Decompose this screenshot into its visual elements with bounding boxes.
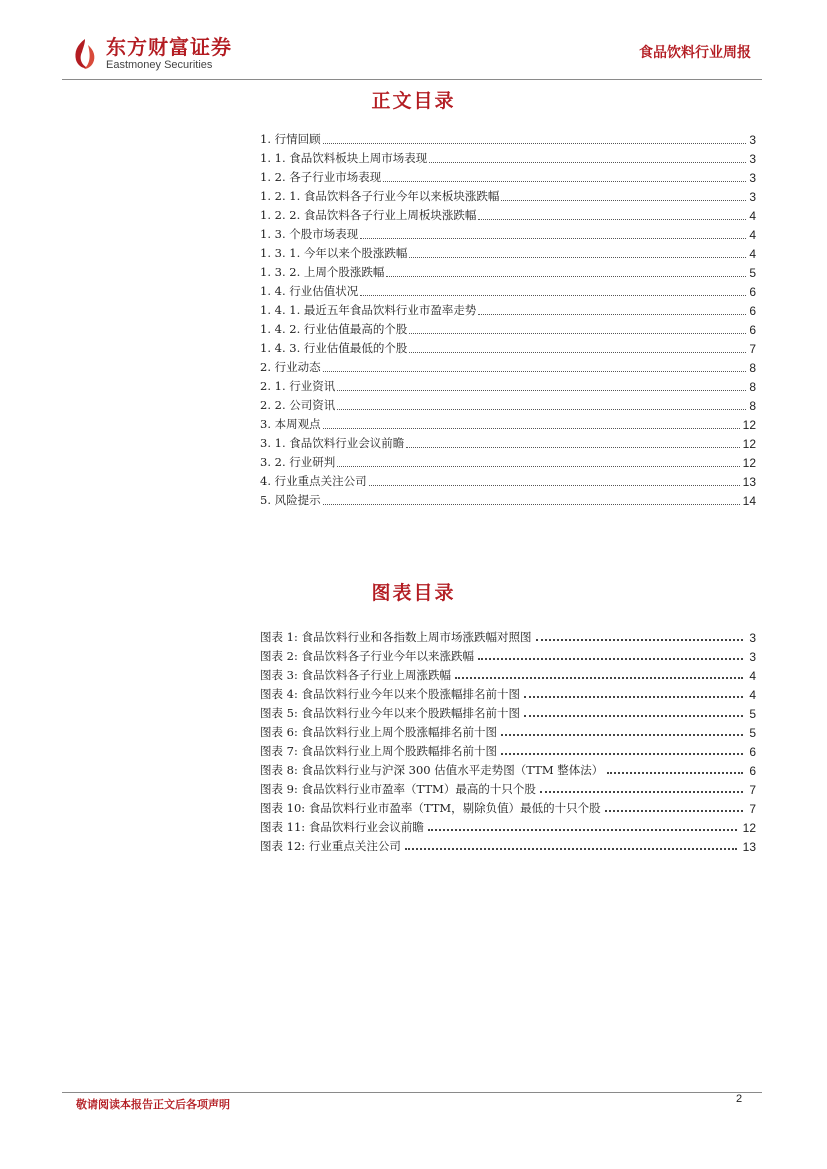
toc-entry-page: 7: [749, 342, 756, 356]
dot-leader: [501, 753, 743, 755]
toc-entry-page: 12: [742, 437, 756, 451]
toc-entry-label: 1. 3. 个股市场表现: [260, 227, 359, 241]
figure-entry-page: 7: [749, 802, 756, 816]
toc-entry[interactable]: [260, 299, 756, 318]
toc-entry-page: 3: [749, 133, 756, 147]
dot-leader: [524, 696, 743, 698]
dot-leader: [323, 504, 740, 505]
toc-entry[interactable]: [260, 470, 756, 489]
toc-entry-page: 13: [742, 475, 756, 489]
dot-leader: [478, 314, 746, 315]
figure-entry-page: 5: [749, 726, 756, 740]
toc-entry-label: 5. 风险提示: [260, 493, 321, 507]
dot-leader: [524, 715, 743, 717]
toc-entry-label: 1. 3. 1. 今年以来个股涨跌幅: [260, 246, 408, 260]
toc-entry[interactable]: [260, 413, 756, 432]
toc-entry[interactable]: [260, 318, 756, 337]
figure-entry[interactable]: [260, 778, 756, 797]
toc-entry-label: 1. 2. 各子行业市场表现: [260, 170, 382, 184]
toc-entry-page: 6: [749, 304, 756, 318]
dot-leader: [383, 181, 746, 182]
dot-leader: [409, 352, 746, 353]
report-type-label: 食品饮料行业周报: [639, 45, 751, 61]
dot-leader: [540, 791, 743, 793]
dot-leader: [429, 162, 746, 163]
figure-entry-page: 13: [742, 840, 756, 854]
table-of-contents: [260, 128, 756, 508]
logo-text-cn: 东方财富证券: [106, 35, 232, 59]
toc-entry[interactable]: [260, 489, 756, 508]
toc-entry-page: 4: [749, 247, 756, 261]
dot-leader: [605, 810, 744, 812]
dot-leader: [323, 143, 747, 144]
page-header: [0, 0, 827, 90]
figure-entry-page: 5: [749, 707, 756, 721]
dot-leader: [455, 677, 743, 679]
contents-title: 正文目录: [371, 90, 456, 112]
figure-entry-page: 6: [749, 745, 756, 759]
figure-entry-label: 图表 11: 食品饮料行业会议前瞻: [260, 820, 424, 834]
dot-leader: [409, 257, 746, 258]
dot-leader: [337, 466, 739, 467]
toc-entry-label: 1. 1. 食品饮料板块上周市场表现: [260, 151, 428, 165]
dot-leader: [501, 734, 743, 736]
dot-leader: [323, 428, 740, 429]
header-divider: [62, 79, 762, 80]
figure-entry-page: 3: [749, 650, 756, 664]
toc-entry-label: 3. 1. 食品饮料行业会议前瞻: [260, 436, 405, 450]
dot-leader: [428, 829, 737, 831]
toc-entry-page: 3: [749, 171, 756, 185]
figure-entry-label: 图表 6: 食品饮料行业上周个股涨幅排名前十图: [260, 725, 497, 739]
toc-entry-label: 1. 2. 1. 食品饮料各子行业今年以来板块涨跌幅: [260, 189, 500, 203]
toc-entry[interactable]: [260, 204, 756, 223]
dot-leader: [478, 219, 746, 220]
figures-title: 图表目录: [371, 582, 456, 604]
figure-entry-label: 图表 7: 食品饮料行业上周个股跌幅排名前十图: [260, 744, 497, 758]
figure-entry[interactable]: [260, 664, 756, 683]
toc-entry-page: 6: [749, 285, 756, 299]
toc-entry-page: 12: [742, 418, 756, 432]
toc-entry-label: 1. 2. 2. 食品饮料各子行业上周板块涨跌幅: [260, 208, 477, 222]
toc-entry-label: 1. 4. 3. 行业估值最低的个股: [260, 341, 408, 355]
page-number: 2: [736, 1093, 743, 1105]
figure-entry[interactable]: [260, 759, 756, 778]
toc-entry-label: 1. 4. 2. 行业估值最高的个股: [260, 322, 408, 336]
dot-leader: [409, 333, 746, 334]
toc-entry-label: 3. 本周观点: [260, 417, 321, 431]
toc-entry[interactable]: [260, 337, 756, 356]
dot-leader: [369, 485, 740, 486]
toc-entry-page: 12: [742, 456, 756, 470]
toc-entry[interactable]: [260, 242, 756, 261]
company-logo: [70, 36, 232, 72]
figure-entry-page: 4: [749, 669, 756, 683]
toc-entry[interactable]: [260, 375, 756, 394]
toc-entry-page: 8: [749, 361, 756, 375]
toc-entry-page: 14: [742, 494, 756, 508]
figure-entry-label: 图表 9: 食品饮料行业市盈率（TTM）最高的十只个股: [260, 782, 536, 796]
toc-entry-page: 4: [749, 228, 756, 242]
toc-entry[interactable]: [260, 185, 756, 204]
dot-leader: [536, 639, 744, 641]
toc-entry-page: 8: [749, 380, 756, 394]
toc-entry-page: 3: [749, 190, 756, 204]
figure-entry-label: 图表 4: 食品饮料行业今年以来个股涨幅排名前十图: [260, 687, 520, 701]
toc-entry-page: 3: [749, 152, 756, 166]
logo-mark-icon: [70, 37, 100, 71]
toc-entry[interactable]: [260, 356, 756, 375]
dot-leader: [323, 371, 747, 372]
figure-entry[interactable]: [260, 702, 756, 721]
toc-entry-page: 4: [749, 209, 756, 223]
toc-entry-page: 5: [749, 266, 756, 280]
toc-entry-label: 2. 行业动态: [260, 360, 321, 374]
toc-entry-label: 3. 2. 行业研判: [260, 455, 336, 469]
toc-entry-label: 1. 4. 行业估值状况: [260, 284, 359, 298]
figure-entry-label: 图表 8: 食品饮料行业与沪深 300 估值水平走势图（TTM 整体法）: [260, 763, 604, 777]
dot-leader: [360, 238, 746, 239]
figure-entry[interactable]: [260, 626, 756, 645]
dot-leader: [405, 848, 737, 850]
figure-entry[interactable]: [260, 645, 756, 664]
toc-entry[interactable]: [260, 432, 756, 451]
dot-leader: [607, 772, 743, 774]
dot-leader: [337, 390, 746, 391]
figure-entry[interactable]: [260, 797, 756, 816]
toc-entry[interactable]: [260, 280, 756, 299]
figure-entry[interactable]: [260, 740, 756, 759]
toc-entry[interactable]: [260, 223, 756, 242]
figure-entry-page: 3: [749, 631, 756, 645]
figure-entry-label: 图表 12: 行业重点关注公司: [260, 839, 401, 853]
figure-entry-page: 4: [749, 688, 756, 702]
figure-entry-label: 图表 5: 食品饮料行业今年以来个股跌幅排名前十图: [260, 706, 520, 720]
dot-leader: [478, 658, 743, 660]
toc-entry-label: 1. 3. 2. 上周个股涨跌幅: [260, 265, 385, 279]
disclaimer-note: 敬请阅读本报告正文后各项声明: [76, 1098, 230, 1111]
toc-entry[interactable]: [260, 451, 756, 470]
figure-entry-page: 12: [742, 821, 756, 835]
toc-entry[interactable]: [260, 166, 756, 185]
dot-leader: [360, 295, 746, 296]
toc-entry-label: 1. 行情回顾: [260, 132, 321, 146]
dot-leader: [337, 409, 746, 410]
toc-entry-label: 2. 1. 行业资讯: [260, 379, 336, 393]
figure-entry-page: 6: [749, 764, 756, 778]
dot-leader: [386, 276, 746, 277]
figure-entry[interactable]: [260, 721, 756, 740]
toc-entry[interactable]: [260, 394, 756, 413]
dot-leader: [406, 447, 739, 448]
figure-entry[interactable]: [260, 816, 756, 835]
toc-entry[interactable]: [260, 128, 756, 147]
toc-entry-page: 8: [749, 399, 756, 413]
logo-text-en: Eastmoney Securities: [106, 59, 213, 71]
toc-entry-label: 1. 4. 1. 最近五年食品饮料行业市盈率走势: [260, 303, 477, 317]
figure-entry-label: 图表 1: 食品饮料行业和各指数上周市场涨跌幅对照图: [260, 630, 532, 644]
toc-entry-label: 2. 2. 公司资讯: [260, 398, 336, 412]
figure-entry[interactable]: [260, 835, 756, 854]
toc-entry-label: 4. 行业重点关注公司: [260, 474, 367, 488]
figure-entry[interactable]: [260, 683, 756, 702]
toc-entry-page: 6: [749, 323, 756, 337]
figure-entry-page: 7: [749, 783, 756, 797]
figure-entry-label: 图表 2: 食品饮料各子行业今年以来涨跌幅: [260, 649, 475, 663]
toc-entry[interactable]: [260, 261, 756, 280]
figure-index: [260, 626, 756, 854]
footer-divider: [62, 1092, 762, 1093]
figure-entry-label: 图表 10: 食品饮料行业市盈率（TTM，剔除负值）最低的十只个股: [260, 801, 601, 815]
dot-leader: [501, 200, 746, 201]
figure-entry-label: 图表 3: 食品饮料各子行业上周涨跌幅: [260, 668, 452, 682]
toc-entry[interactable]: [260, 147, 756, 166]
